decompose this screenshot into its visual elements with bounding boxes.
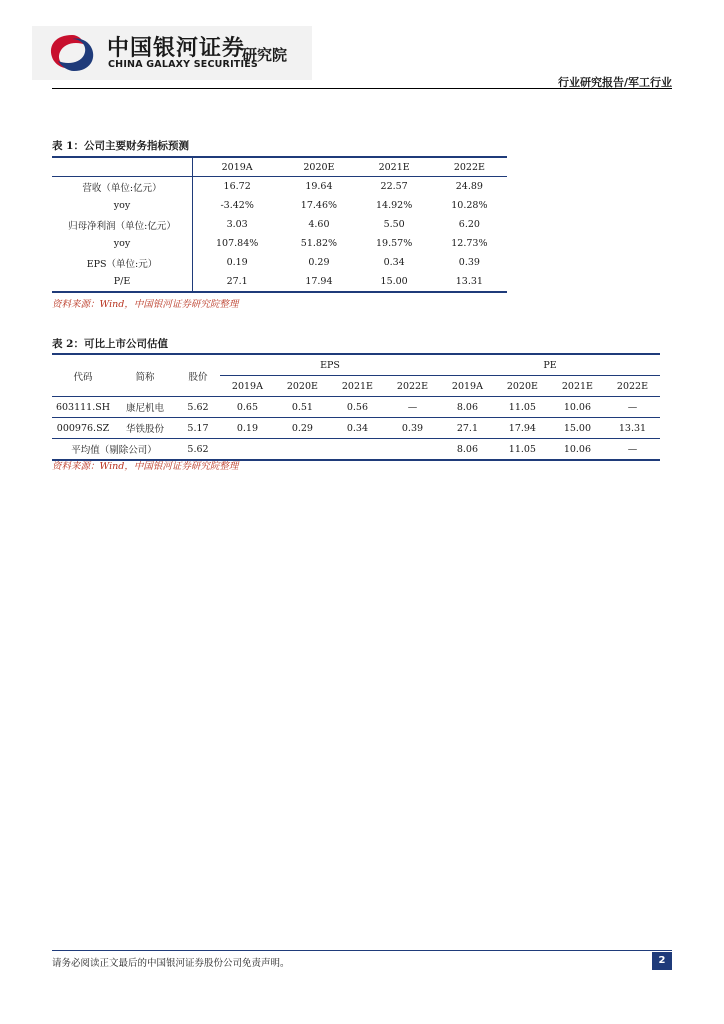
page-number: 2 <box>652 952 672 970</box>
table-cell: 22.57 <box>380 181 408 192</box>
table-header-cell: 2021E <box>330 376 385 397</box>
table-cell: 11.05 <box>508 443 536 455</box>
table-cell: 17.94 <box>495 418 550 439</box>
table-cell: 19.57% <box>376 238 413 249</box>
table2-source: 资料来源：Wind，中国银河证券研究院整理 <box>52 461 239 472</box>
table-cell: 107.84% <box>216 238 259 249</box>
table-cell: 5.62 <box>187 443 209 455</box>
table-cell: 0.39 <box>385 418 440 439</box>
table-cell: 10.06 <box>563 443 592 455</box>
table-header-cell: 股价 <box>176 354 220 397</box>
table-header-cell: 2021E <box>357 157 432 177</box>
table-row <box>52 215 507 234</box>
table-header-row <box>52 157 507 177</box>
table-cell: 17.46% <box>300 200 338 211</box>
financial-forecast-table <box>52 156 507 293</box>
logo-institute: 研究院 <box>242 46 288 64</box>
table-cell: 0.34 <box>330 418 385 439</box>
table-header-cell: 2021E <box>550 376 605 397</box>
table-cell: 16.72 <box>223 181 251 192</box>
header-divider <box>52 88 672 89</box>
table-cell: 14.92% <box>376 200 413 211</box>
table-cell <box>385 439 440 461</box>
table-header-cell: 2022E <box>432 157 507 177</box>
table-cell: 0.29 <box>275 418 330 439</box>
row-label: yoy <box>52 196 193 215</box>
table-cell: 13.31 <box>605 418 660 439</box>
table-cell: 3.03 <box>226 219 248 230</box>
table-cell: 15.00 <box>550 418 605 439</box>
table-cell: — <box>627 443 638 455</box>
table-header-cell: 2019A <box>440 376 495 397</box>
table-cell: 0.56 <box>330 397 385 418</box>
table-cell: 0.19 <box>226 257 248 268</box>
table-cell: 27.1 <box>440 418 495 439</box>
row-label: P/E <box>52 272 193 292</box>
row-label: EPS（单位:元） <box>52 253 193 272</box>
table-header-cell: 2022E <box>385 376 440 397</box>
table-cell: 华铁股份 <box>114 418 176 439</box>
table-row <box>52 439 660 461</box>
row-label: 平均值（剔除公司） <box>71 445 157 456</box>
company-logo <box>32 26 312 80</box>
table-cell: 5.62 <box>176 397 220 418</box>
table-cell <box>220 439 275 461</box>
table-cell: 13.31 <box>455 276 483 287</box>
table-cell: 康尼机电 <box>114 397 176 418</box>
table-cell: 603111.SH <box>52 397 114 418</box>
table-cell: 8.06 <box>456 443 478 455</box>
table-row <box>52 234 507 253</box>
table-cell: 0.34 <box>383 257 405 268</box>
table-cell: 27.1 <box>226 276 248 287</box>
table-cell: 15.00 <box>380 276 408 287</box>
table-cell: 0.39 <box>458 257 480 268</box>
table-header-row <box>52 354 660 376</box>
table-cell: — <box>385 397 440 418</box>
table-cell <box>330 439 385 461</box>
table-row <box>52 177 507 197</box>
galaxy-logo-icon <box>46 31 98 75</box>
pe-group-header: PE <box>440 354 660 376</box>
table-cell: 11.05 <box>495 397 550 418</box>
table-header-cell: 2020E <box>275 376 330 397</box>
table-cell: 0.51 <box>275 397 330 418</box>
table-cell: 5.17 <box>176 418 220 439</box>
table-cell: — <box>605 397 660 418</box>
eps-group-header: EPS <box>220 354 440 376</box>
table-cell: 4.60 <box>308 219 330 230</box>
table1-source: 资料来源：Wind，中国银河证券研究院整理 <box>52 299 239 310</box>
table-cell: 0.19 <box>220 418 275 439</box>
table-cell: 19.64 <box>305 181 333 192</box>
row-label: 归母净利润（单位:亿元） <box>52 215 193 234</box>
table-cell: 12.73% <box>451 238 488 249</box>
table-header-cell: 2022E <box>605 376 660 397</box>
logo-english-name: CHINA GALAXY SECURITIES <box>108 59 258 70</box>
page-header <box>0 0 724 92</box>
table-header-cell: 2020E <box>495 376 550 397</box>
comparable-valuation-table <box>52 353 660 461</box>
row-label: 营收（单位:亿元） <box>52 177 193 197</box>
table-row <box>52 272 507 292</box>
table-cell: 24.89 <box>455 181 483 192</box>
logo-chinese-name: 中国银河证券 <box>107 36 246 61</box>
table-row <box>52 418 660 439</box>
table1-title: 表 1：公司主要财务指标预测 <box>52 140 189 152</box>
table-cell: 0.29 <box>308 257 330 268</box>
table-cell: 0.65 <box>220 397 275 418</box>
report-type: 行业研究报告/军工行业 <box>557 76 672 89</box>
table-header-cell: 2019A <box>220 376 275 397</box>
table-row <box>52 196 507 215</box>
table-header-cell: 代码 <box>52 354 114 397</box>
table-cell: 000976.SZ <box>52 418 114 439</box>
table-row <box>52 253 507 272</box>
table-cell: 10.06 <box>550 397 605 418</box>
table2-title: 表 2：可比上市公司估值 <box>52 338 168 350</box>
table-header-cell: 简称 <box>114 354 176 397</box>
footer-disclaimer: 请务必阅读正文最后的中国银河证券股份公司免责声明。 <box>52 958 290 969</box>
table-cell: 8.06 <box>440 397 495 418</box>
table-row <box>52 397 660 418</box>
row-label: yoy <box>52 234 193 253</box>
table-header-cell: 2019A <box>193 157 282 177</box>
table-cell: 6.20 <box>458 219 480 230</box>
table-cell: 5.50 <box>383 219 405 230</box>
table-cell: 17.94 <box>305 276 333 287</box>
table-header-cell <box>52 157 193 177</box>
table-cell <box>275 439 330 461</box>
table-cell: -3.42% <box>220 200 254 211</box>
footer-divider <box>52 950 672 951</box>
table-cell: 10.28% <box>451 200 488 211</box>
table-header-cell: 2020E <box>281 157 356 177</box>
table-cell: 51.82% <box>300 238 338 249</box>
